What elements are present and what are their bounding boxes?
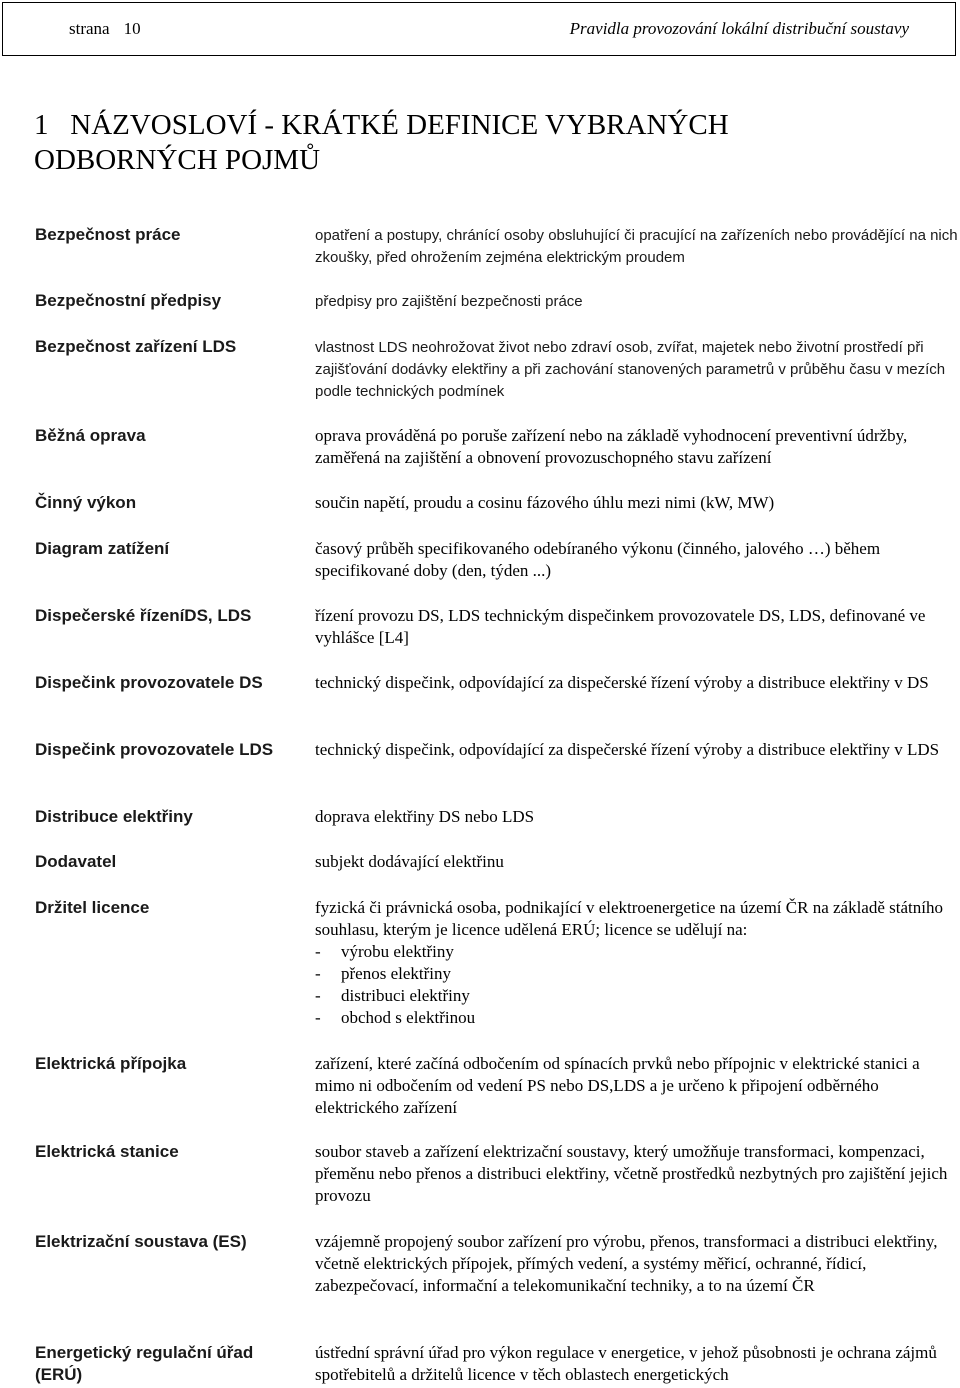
term-diagram-zatizeni: Diagram zatížení	[35, 539, 170, 558]
term-dispecink-lds: Dispečink provozovatele LDS	[35, 740, 274, 759]
definition-bezna-oprava: oprava prováděná po poruše zařízení nebo na základě vyhodnocení preventivní údržby, zaměřená na zajištění a obnovení provozuschopného stavu zařízení	[315, 426, 908, 467]
section-title-line2: ODBORNÝCH POJMŮ	[34, 144, 321, 176]
term-bezna-oprava: Běžná oprava	[35, 426, 146, 445]
list-item: - obchod s elektřinou	[315, 1008, 476, 1027]
definition-dodavatel: subjekt dodávající elektřinu	[315, 852, 504, 871]
term-elektrizacni-soustava: Elektrizační soustava (ES)	[35, 1232, 247, 1251]
definition-dispecink-lds: technický dispečink, odpovídající za dispečerské řízení výroby a distribuce elektřiny v LDS	[315, 740, 940, 759]
term-bezpecnostni-predpisy: Bezpečnostní předpisy	[35, 291, 222, 310]
term-eru: Energetický regulační úřad (ERÚ)	[35, 1343, 254, 1384]
definition-drzitel-licence-text: fyzická či právnická osoba, podnikající v elektroenergetice na území ČR na základě státního souhlasu, kterým je licence udělená ERÚ; licence se udělují na:	[315, 898, 943, 939]
definition-dispecink-ds: technický dispečink, odpovídající za dispečerské řízení výroby a distribuce elektřiny v DS	[315, 673, 929, 692]
definition-dispecerske-rizeni: řízení provozu DS, LDS technickým dispečinkem provozovatele DS, LDS, definované ve vyhlášce [L4]	[315, 606, 926, 647]
list-item: - výrobu elektřiny	[315, 942, 454, 961]
definition-bezpecnost-prace: opatření a postupy, chránící osoby obsluhující či pracující na zařízeních nebo provádějící na nich zkoušky, před ohrožením zejména elektrickým proudem	[315, 227, 958, 266]
definition-elektricka-stanice: soubor staveb a zařízení elektrizační soustavy, který umožňuje transformaci, kompenzaci, přeměnu nebo přenos a distribuci elektřiny, včetně prostředků nezbytných pro zajištění jejich provozu	[315, 1142, 948, 1205]
term-bezpecnost-prace: Bezpečnost práce	[35, 225, 181, 244]
definition-elektrizacni-soustava: vzájemně propojený soubor zařízení pro výrobu, přenos, transformaci a distribuci elektřiny, včetně elektrických přípojek, přímých vedení, a systémy měřicí, ochranné, řídicí, zabezpečovací, informační a telekomunikační techniky, a to na území ČR	[315, 1232, 938, 1295]
definition-bezpecnostni-predpisy: předpisy pro zajištění bezpečnosti práce	[315, 293, 583, 310]
term-elektricka-pripojka: Elektrická přípojka	[35, 1054, 187, 1073]
list-item: - přenos elektřiny	[315, 964, 451, 983]
term-distribuce-elektriny: Distribuce elektřiny	[35, 807, 193, 826]
list-item-text: distribuci elektřiny	[341, 986, 470, 1005]
term-dodavatel: Dodavatel	[35, 852, 117, 871]
section-number: 1	[34, 109, 49, 141]
list-item: - distribuci elektřiny	[315, 986, 470, 1005]
definition-drzitel-licence	[315, 897, 960, 1029]
page-header	[2, 2, 956, 56]
page-label: strana	[69, 19, 110, 38]
document-title: Pravidla provozování lokální distribuční soustavy	[569, 19, 909, 38]
term-dispecerske-rizeni: Dispečerské řízeníDS, LDS	[35, 606, 252, 625]
definition-diagram-zatizeni: časový průběh specifikovaného odebíraného výkonu (činného, jalového …) během specifikované doby (den, týden ...)	[315, 539, 881, 580]
definition-distribuce-elektriny: doprava elektřiny DS nebo LDS	[315, 807, 535, 826]
term-bezpecnost-zarizeni-lds: Bezpečnost zařízení LDS	[35, 337, 237, 356]
term-elektricka-stanice: Elektrická stanice	[35, 1142, 179, 1161]
definition-bezpecnost-zarizeni-lds: vlastnost LDS neohrožovat život nebo zdraví osob, zvířat, majetek nebo životní prostředí při zajišťování dodávky elektřiny a při zachování stanovených parametrů v průběhu času v mezích podle technických podmínek	[315, 339, 946, 400]
term-cinny-vykon: Činný výkon	[35, 493, 137, 512]
section-title-line1: NÁZVOSLOVÍ - KRÁTKÉ DEFINICE VYBRANÝCH	[70, 109, 729, 141]
list-item-text: přenos elektřiny	[341, 964, 451, 983]
section-heading	[34, 108, 914, 178]
definition-cinny-vykon: součin napětí, proudu a cosinu fázového úhlu mezi nimi (kW, MW)	[315, 493, 775, 512]
list-item-text: výrobu elektřiny	[341, 942, 454, 961]
definition-elektricka-pripojka: zařízení, které začíná odbočením od spínacích prvků nebo přípojnic v elektrické stanici a mimo ni odbočením od vedení PS nebo DS,LDS a je určeno k připojení odběrného elektrického zařízení	[315, 1054, 920, 1117]
term-drzitel-licence: Držitel licence	[35, 898, 150, 917]
page-number-label	[69, 19, 141, 39]
definition-eru: ústřední správní úřad pro výkon regulace v energetice, v jehož působnosti je ochrana zájmů spotřebitelů a držitelů licence v těch oblastech energetických	[315, 1343, 937, 1384]
list-item-text: obchod s elektřinou	[341, 1008, 476, 1027]
term-dispecink-ds: Dispečink provozovatele DS	[35, 673, 263, 692]
page-number: 10	[123, 19, 141, 38]
